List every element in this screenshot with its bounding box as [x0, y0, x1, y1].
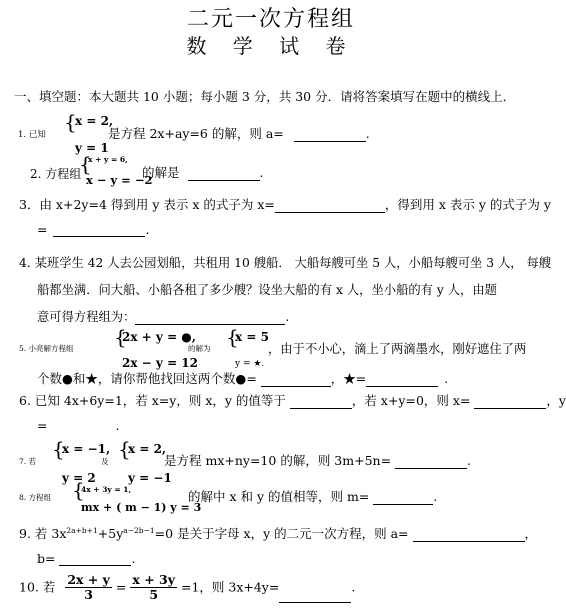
left-brace-icon: {: [72, 478, 85, 502]
left-brace-icon: {: [226, 325, 239, 349]
answer-blank[interactable]: [290, 396, 352, 409]
fraction-1: $\frac{2x + y}{3}$: [67, 572, 110, 603]
q5-sol-top: x = 5: [235, 330, 269, 344]
q7-label: 7. 若: [19, 457, 37, 466]
answer-blank[interactable]: [261, 374, 331, 387]
left-brace-icon: {: [64, 110, 77, 134]
q3-line-2: = .: [37, 222, 150, 237]
q2-label: 2. 方程组: [30, 167, 82, 181]
fraction-2: $\frac{x + 3y}{5}$: [132, 572, 175, 603]
q3-line-1: 3．由 x+2y=4 得到用 y 表示 x 的式子为 x= ，得到用 x 表示 y 的式子为 y: [19, 197, 551, 212]
q7-text: 是方程 mx+ny=10 的解，则 3m+5n= .: [164, 453, 472, 468]
q5-sol-bottom: y = ★.: [235, 359, 265, 369]
q2-text: 的解是 .: [142, 165, 264, 180]
page-subtitle: 数 学 试 卷: [186, 34, 356, 58]
q7-eq1-bottom: y = 2: [62, 471, 96, 485]
answer-blank[interactable]: [474, 396, 546, 409]
q2-eq-bottom: x − y = −2: [86, 173, 153, 187]
answer-blank[interactable]: [395, 456, 467, 469]
answer-blank[interactable]: [279, 590, 351, 603]
q5-text: ，由于不小心，滴上了两滴墨水，刚好遮住了两: [268, 342, 527, 356]
answer-blank[interactable]: [366, 374, 438, 387]
q9-line-2: b= .: [37, 551, 136, 566]
q10-line: 10. 若 $\frac{2x + y}{3}$ = $\frac{x + 3y}{5}$ =1，则 3x+4y= .: [19, 572, 356, 603]
q8-eq-top: 4x + 3y = 1,: [81, 485, 132, 494]
q1-eq-top: x = 2,: [75, 114, 114, 128]
q5-eq-top: 2x + y = ●,: [122, 330, 196, 344]
q8-text: 的解中 x 和 y 的值相等，则 m= .: [188, 489, 438, 504]
answer-blank[interactable]: [135, 312, 285, 325]
answer-blank[interactable]: [275, 200, 385, 213]
q6-line-1: 6. 已知 4x+6y=1，若 x=y，则 x，y 的值等于 ，若 x+y=0，则 x= ，y: [19, 393, 566, 408]
section-heading: 一、填空题：本大题共 10 小题；每小题 3 分，共 30 分．请将答案填写在题中的横线上．: [14, 89, 516, 104]
q5-eq-bottom: 2x − y = 12: [122, 356, 198, 370]
left-brace-icon: {: [114, 325, 127, 349]
q4-line-2: 船都坐满．问大船、小船各租了多少艘？设坐大船的有 x 人，坐小船的有 y 人，由题: [37, 283, 497, 297]
q4-line-1: 4. 某班学生 42 人去公园划船，共租用 10 艘船． 大船每艘可坐 5 人，小船每艘可坐 3 人， 每艘: [19, 256, 552, 270]
q9-line-1: 9. 若 $3x^{2a+b+1}+5y^{a-2b-1}=0$ 是关于字母 x，y 的二元一次方程，则 a= ，: [19, 525, 538, 541]
q2-eq-top: x + y = 6,: [88, 155, 128, 164]
answer-blank[interactable]: [373, 492, 433, 505]
q8-eq-bottom: mx + ( m − 1) y = 3: [81, 501, 202, 514]
answer-blank[interactable]: [188, 168, 260, 181]
q7-and: 及: [101, 457, 109, 466]
left-brace-icon: {: [52, 437, 65, 461]
q7-eq2-top: x = 2,: [128, 442, 167, 456]
answer-blank[interactable]: [53, 224, 145, 237]
q1-eq-bottom: y = 1: [75, 141, 109, 155]
left-brace-icon: {: [118, 437, 131, 461]
page-title: 二元一次方程组: [186, 7, 355, 32]
q8-label: 8. 方程组: [19, 493, 52, 502]
q7-eq1-top: x = −1,: [62, 442, 111, 456]
q5-label: 5. 小亮解方程组: [19, 344, 74, 353]
q5-sol-label: 的解为: [188, 344, 211, 353]
answer-blank[interactable]: [294, 129, 366, 142]
q6-line-2: = .: [37, 418, 120, 433]
q1-text: 是方程 2x+ay=6 的解，则 a= .: [108, 126, 370, 141]
answer-blank[interactable]: [413, 529, 525, 542]
q5-line-2: 个数●和★，请你帮他找回这两个数●= ，★= .: [37, 371, 449, 386]
answer-blank[interactable]: [59, 553, 131, 566]
left-brace-icon: {: [79, 152, 92, 176]
q4-line-3: 意可得方程组为： .: [37, 310, 290, 324]
answer-blank[interactable]: [51, 420, 115, 433]
q7-eq2-bottom: y = −1: [128, 471, 172, 485]
q1-label: 1. 已知: [18, 130, 46, 140]
